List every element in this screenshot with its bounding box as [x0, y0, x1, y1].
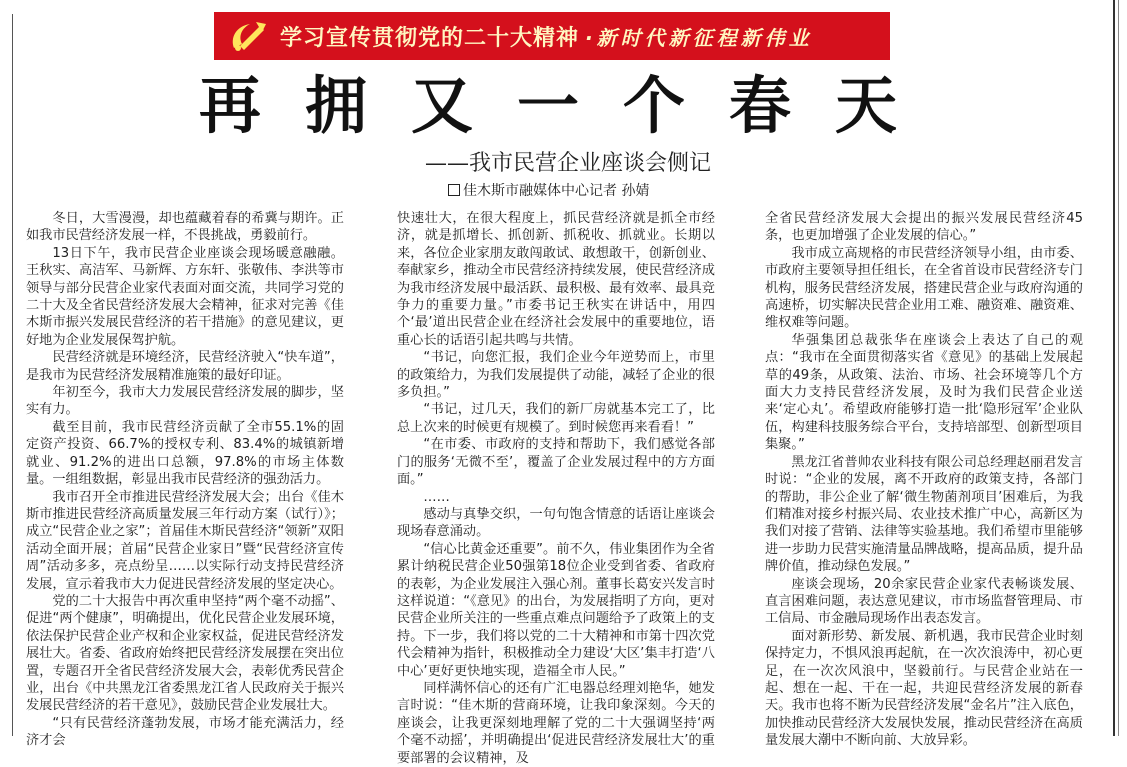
article-column-2: [397, 210, 715, 767]
paragraph: 党的二十大报告中再次重申坚持“两个毫不动摇”、促进“两个健康”，明确提出，优化民营企业发展环境，依法保护民营企业产权和企业家权益，促进民营经济发展壮大。省委、省政府始终把民营经济发展摆在突出位置，专题召开全省民营经济发展大会，表彰优秀民营企业，出台《中共黑龙江省委黑龙江省人民政府关于振兴发展民营经济的若干意见》，鼓励民营企业发展壮大。: [26, 593, 344, 714]
right-border: [1113, 0, 1115, 736]
paragraph: 黑龙江省普帅农业科技有限公司总经理赵丽君发言时说：“企业的发展，离不开政府的政策支持，各部门的帮助，非公企业了解‘微生物菌剂项目’困难后，为我们精准对接乡村振兴局、农业技术推广中心，高新区为我们对接了营销、法律等实验基地。我们希望市里能够进一步助力民营实施清量品牌战略，提高品质，提升品牌价值，推动绿色发展。”: [765, 454, 1083, 575]
paragraph: 我市召开全市推进民营经济发展大会；出台《佳木斯市推进民营经济高质量发展三年行动方案（试行）》；成立“民营企业之家”；首届佳木斯民营经济“领新”双阳活动全面开展；首届“民营企业家日”暨“民营经济宣传周”活动多多，亮点纷呈……以实际行动支持民营经济发展，宣示着我市大力促进民营经济发展的坚定决心。: [26, 489, 344, 592]
paragraph: 全省民营经济发展大会提出的振兴发展民营经济45条，也更加增强了企业发展的信心。”: [765, 211, 1083, 244]
paragraph: 冬日，大雪漫漫，却也蕴藏着春的希冀与期许。正如我市民营经济发展一样，不畏挑战，勇毅前行。: [26, 211, 344, 244]
party-emblem-icon: [226, 18, 270, 54]
paragraph: “信心比黄金还重要”。前不久，伟业集团作为全省累计纳税民营企业50强第18位企业受到省委、省政府的表彰，为企业发展注入强心剂。董事长葛安兴发言时这样说道：“《意见》的出台，为发展指明了方向，更对民营企业所关注的一些重点难点问题给予了政策上的支持。下一步，我们将以党的二十大精神和市第十四次党代会精神为指针，积极推动全力建设‘大区’集丰打造‘八中心’更好更快地实现，造福全市人民。”: [397, 541, 715, 679]
article-column-3: [765, 210, 1083, 750]
banner-text-slogan: ·新时代新征程新伟业: [585, 25, 813, 50]
paragraph: 快速壮大，在很大程度上，抓民营经济就是抓全市经济，就是抓增长、抓创新、抓税收、抓就业。长期以来，各位企业家朋友敢闯敢试、敢想敢干，创新创业、奉献家乡，推动全市民营经济持续发展，使民营经济成为我市经济发展中最活跃、最积极、最有效率、最具竞争力的重要力量。”市委书记王秋实在讲话中，用四个‘最’道出民营企业在经济社会发展中的重要地位，语重心长的话语引起共鸣与共情。: [397, 211, 715, 348]
paragraph: 我市成立高规格的市民营经济领导小组，由市委、市政府主要领导担任组长，在全省首设市民营经济专门机构，服务民营经济发展，搭建民营企业与政府沟通的高速桥，切实解决民营企业用工难、融资难、融资难、维权难等问题。: [765, 245, 1083, 331]
left-border: [12, 14, 13, 736]
paragraph: 13日下午，我市民营企业座谈会现场暖意融融。王秋实、高洁军、马新辉、方东轩、张敬伟、李洪等市领导与部分民营企业家代表面对面交流，共同学习党的二十大及全省民营经济发展大会精神，征求对完善《佳木斯市振兴发展民营经济的若干措施》的意见建议，更好地为企业发展保驾护航。: [26, 245, 344, 348]
article-column-1: [26, 210, 344, 750]
byline-box-icon: [448, 184, 460, 196]
byline: [448, 180, 649, 200]
paragraph: 同样满怀信心的还有广汇电器总经理刘艳华，她发言时说：“佳木斯的营商环境，让我印象深刻。今天的座谈会，让我更深刻地理解了党的二十大强调坚持‘两个毫不动摇’，并明确提出‘促进民营经济发展壮大’的重要部署的会议精神，及: [397, 680, 715, 766]
paragraph: 座谈会现场，20余家民营企业家代表畅谈发展、直言困难问题，表达意见建议，市市场监督管理局、市工信局、市金融局现场作出表态发言。: [765, 576, 1083, 627]
paragraph: 年初至今，我市大力发展民营经济发展的脚步，坚实有力。: [26, 385, 344, 418]
right-border-inner: [1118, 0, 1119, 736]
paragraph: 民营经济就是环境经济，民营经济驶入“快车道”，是我市为民营经济发展精准施策的最好印证。: [26, 350, 344, 383]
paragraph: 感动与真挚交织，一句句饱含情意的话语让座谈会现场春意涌动。: [397, 506, 715, 540]
subheadline: ——我市民营企业座谈会侧记: [425, 151, 712, 176]
paragraph: “书记，过几天，我们的新厂房就基本完工了，比总上次来的时候更有规模了。到时候您再来看看！”: [397, 402, 715, 435]
paragraph: 截至目前，我市民营经济贡献了全市55.1%的固定资产投资、66.7%的授权专利、83.4%的城镇新增就业、91.2%的进出口总额，97.8%的市场主体数量。一组组数据，彰显出我市民营经济的强劲活力。: [26, 419, 344, 488]
paragraph: “书记，向您汇报，我们企业今年逆势而上，市里的政策给力，为我们发展提供了动能，减轻了企业的很多负担。”: [397, 350, 715, 401]
paragraph: “只有民营经济蓬勃发展，市场才能充满活力，经济才会: [26, 715, 344, 749]
banner-text-main: 学习宣传贯彻党的二十大精神: [280, 25, 580, 51]
paragraph: 面对新形势、新发展、新机遇，我市民营企业时刻保持定力，不惧风浪再起航，在一次次浪涛中，初心更足，在一次次风浪中，坚毅前行。与民营企业站在一起、想在一起、干在一起，共迎民营经济发展的新春天。我市也将不断为民营经济发展“金名片”注入底色，加快推动民营经济大发展快发展，推动民营经济在高质量发展大潮中不断向前、大放异彩。: [765, 628, 1083, 749]
column-banner: [214, 12, 890, 60]
paragraph: 华强集团总裁张华在座谈会上表达了自己的观点：“我市在全面贯彻落实省《意见》的基础上发展起草的49条，从政策、法治、市场、社会环境等几个方面大力支持民营经济发展，及时为我们民营企业送来‘定心丸’。希望政府能够打造一批‘隐形冠军’企业队伍，构建科技服务综合平台，支持培部型、创新型项目集聚。”: [765, 332, 1083, 453]
paragraph: “在市委、市政府的支持和帮助下，我们感觉各部门的服务‘无微不至’，覆盖了企业发展过程中的方方面面。”: [397, 437, 715, 488]
byline-text: 佳木斯市融媒体中心记者 孙婧: [463, 183, 650, 199]
headline: 再拥又一个春天: [198, 69, 941, 142]
paragraph: ……: [423, 489, 450, 505]
